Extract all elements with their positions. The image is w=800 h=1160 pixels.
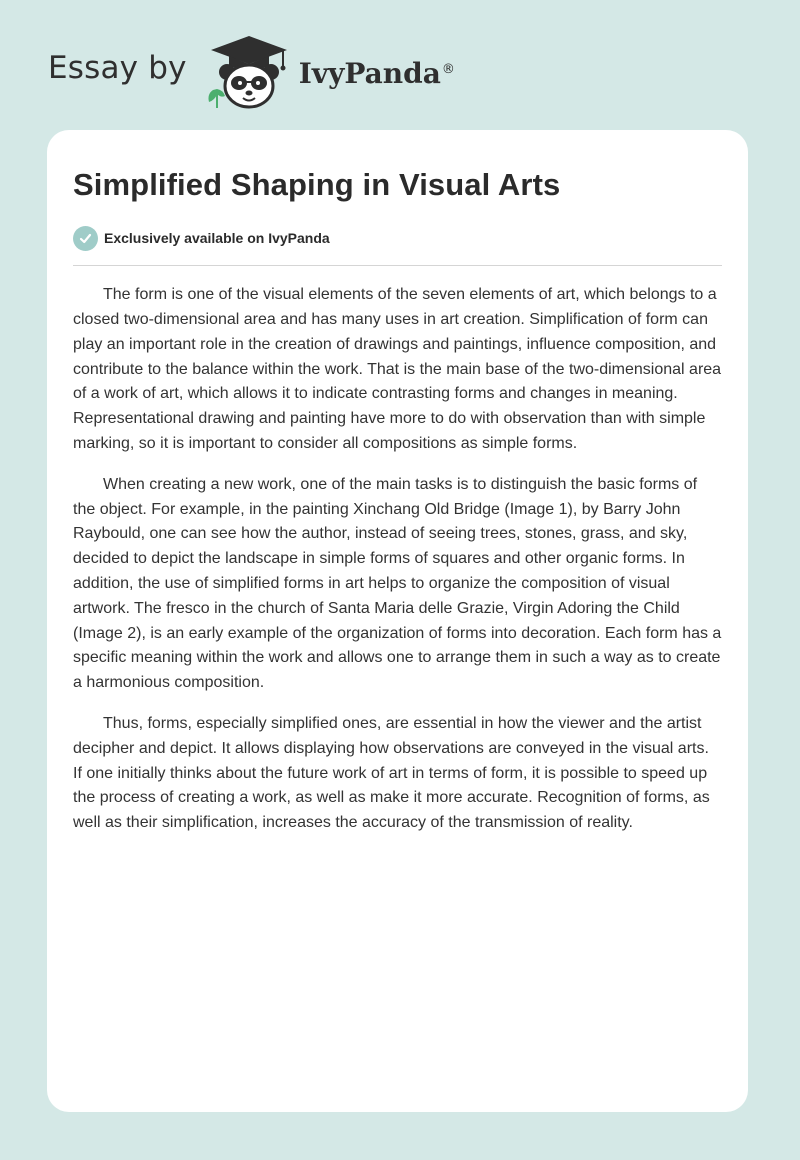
brand-prefix: Essay by — [48, 50, 187, 86]
essay-paragraph-3: Thus, forms, especially simplified ones, are essential in how the viewer and the artist decipher and depict. It allows displaying how observations are conveyed in the visual arts. If one initially thinks about the future work of art in terms of form, it is possible to speed up the process of creating a work, as well as make it more accurate. Recognition of forms, as well as their simplification, increases the accuracy of the transmission of reality. — [73, 714, 710, 832]
exclusive-badge-label: Exclusively available on IvyPanda — [104, 230, 330, 247]
panda-graduate-logo-icon — [203, 32, 295, 112]
registered-mark: ® — [441, 61, 455, 77]
essay-paragraph-2: When creating a new work, one of the main tasks is to distinguish the basic forms of the object. For example, in the painting Xinchang Old Bridge (Image 1), by Barry John Raybould, one can see how the author, instead of seeing trees, stones, grass, and sky, decided to depict the landscape in simple forms of squares and other organic forms. In addition, the use of simplified forms in art helps to organize the composition of visual artwork. The fresco in the church of Santa Maria delle Grazie, Virgin Adoring the Child (Image 2), is an early example of the organization of forms into decoration. Each form has a specific meaning within the work and allows one to arrange them in such a way as to create a harmonious composition. — [73, 475, 722, 692]
essay-title: Simplified Shaping in Visual Arts — [73, 167, 561, 202]
essay-card — [47, 130, 748, 1112]
exclusive-badge — [73, 225, 722, 251]
brand-header[interactable] — [48, 32, 455, 112]
brand-name: IvyPanda — [298, 56, 441, 90]
check-icon — [73, 226, 98, 251]
essay-paragraph-1: The form is one of the visual elements of the seven elements of art, which belongs to a closed two-dimensional area and has many uses in art creation. Simplification of form can play an important role in the creation of drawings and paintings, influence composition, and contribute to the balance within the work. That is the main base of the two-dimensional area of a work of art, which allows it to indicate contrasting forms and changes in meaning. Representational drawing and painting have more to do with observation than with simple marking, so it is important to consider all compositions as simple forms. — [73, 286, 722, 452]
divider — [73, 265, 722, 266]
